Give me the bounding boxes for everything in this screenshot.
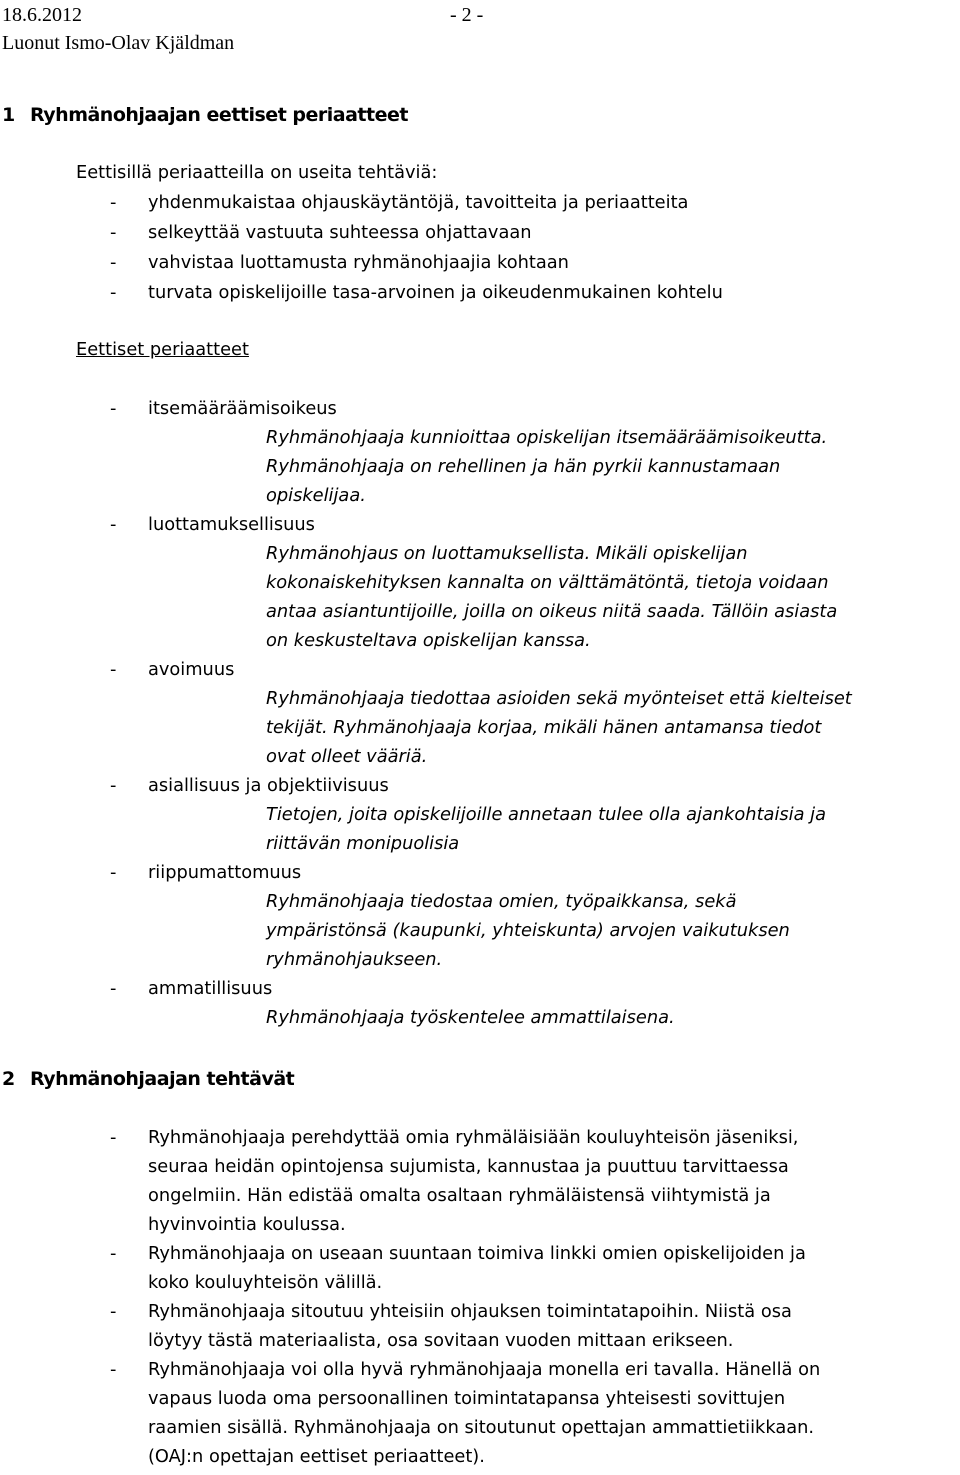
section-2-number: 2 [2,1068,15,1090]
principle-desc-line: opiskelijaa. [266,485,366,506]
principle-desc-line: Ryhmänohjaaja työskentelee ammattilaisena. [266,1007,675,1028]
principle-term: - luottamuksellisuus [110,514,315,535]
list-item: - Ryhmänohjaaja sitoutuu yhteisiin ohjauksen toimintatapoihin. Niistä osa löytyy tästä materiaalista, osa sovitaan vuoden mittaan erikseen. [110,1301,792,1351]
duty-line: löytyy tästä materiaalista, osa sovitaan vuoden mittaan erikseen. [148,1330,734,1351]
list-item: - Ryhmänohjaaja on useaan suuntaan toimiva linkki omien opiskelijoiden ja koko kouluyhteisön välillä. [110,1243,806,1293]
list-item: - yhdenmukaistaa ohjauskäytäntöjä, tavoitteita ja periaatteita [110,192,689,213]
principles-heading: Eettiset periaatteet [76,339,249,360]
principle-desc-line: Ryhmänohjaaja tiedottaa asioiden sekä myönteiset että kielteiset [266,688,852,709]
principle-desc-line: Ryhmänohjaus on luottamuksellista. Mikäli opiskelijan [266,543,748,564]
duty-line: Ryhmänohjaaja voi olla hyvä ryhmänohjaaja monella eri tavalla. Hänellä on [148,1359,821,1380]
principle-desc-line: antaa asiantuntijoille, joilla on oikeus niitä saada. Tällöin asiasta [266,601,838,622]
duties-list [0,1127,960,1475]
duty-line: raamien sisällä. Ryhmänohjaaja on sitoutunut opettajan ammattietiikkaan. [148,1417,815,1438]
section-1-number: 1 [2,104,15,126]
principle-term: - ammatillisuus [110,978,273,999]
principle-desc-line: ovat olleet vääriä. [266,746,428,767]
principle-term: - itsemääräämisoikeus [110,398,337,419]
duty-line: seuraa heidän opintojensa sujumista, kannustaa ja puuttuu tarvittaessa [148,1156,789,1177]
principle-desc-line: Ryhmänohjaaja tiedostaa omien, työpaikkansa, sekä [266,891,737,912]
section-1-title: Ryhmänohjaajan eettiset periaatteet [30,104,408,126]
list-item: - Ryhmänohjaaja perehdyttää omia ryhmäläisiään kouluyhteisön jäseniksi, seuraa heidän opintojensa sujumista, kannustaa ja puuttuu tarvittaessa ongelmiin. Hän edistää omalta osaltaan ryhmäläistensä viihtymistä ja hyvinvointia koulussa. [110,1127,799,1235]
duty-line: ongelmiin. Hän edistää omalta osaltaan ryhmäläistensä viihtymistä ja [148,1185,771,1206]
list-item: - turvata opiskelijoille tasa-arvoinen ja oikeudenmukainen kohtelu [110,282,723,303]
duty-line: vapaus luoda oma persoonallinen toimintatapansa yhteisesti sovittujen [148,1388,786,1409]
task-list [0,192,960,312]
principle-desc-line: riittävän monipuolisia [266,833,460,854]
principle-desc-line: Tietojen, joita opiskelijoille annetaan tulee olla ajankohtaisia ja [266,804,826,825]
duty-line: Ryhmänohjaaja perehdyttää omia ryhmäläisiään kouluyhteisön jäseniksi, [148,1127,799,1148]
principle-term: - riippumattomuus [110,862,302,883]
principle-term: - avoimuus [110,659,235,680]
duty-line: hyvinvointia koulussa. [148,1214,346,1235]
section-1-heading [2,104,408,126]
duty-line: (OAJ:n opettajan eettiset periaatteet). [148,1446,485,1467]
header-page-number: - 2 - [450,4,484,26]
list-item: - vahvistaa luottamusta ryhmänohjaajia kohtaan [110,252,569,273]
principle-desc-line: ympäristönsä (kaupunki, yhteiskunta) arvojen vaikutuksen [266,920,790,941]
principle-desc-line: on keskusteltava opiskelijan kanssa. [266,630,591,651]
header-author: Luonut Ismo-Olav Kjäldman [2,32,235,54]
duty-line: Ryhmänohjaaja on useaan suuntaan toimiva linkki omien opiskelijoiden ja [148,1243,806,1264]
principle-desc-line: Ryhmänohjaaja on rehellinen ja hän pyrkii kannustamaan [266,456,781,477]
principle-term: - asiallisuus ja objektiivisuus [110,775,389,796]
list-item: - Ryhmänohjaaja voi olla hyvä ryhmänohjaaja monella eri tavalla. Hänellä on vapaus luoda oma persoonallinen toimintatapansa yhteisesti sovittujen raamien sisällä. Ryhmänohjaaja on sitoutunut opettajan ammattietiikkaan. (OAJ:n opettajan eettiset periaatteet). [110,1359,821,1467]
principle-desc-line: kokonaiskehityksen kannalta on välttämätöntä, tietoja voidaan [266,572,829,593]
section-2-heading [2,1068,294,1090]
header-date: 18.6.2012 [2,4,82,26]
principle-desc-line: Ryhmänohjaaja kunnioittaa opiskelijan itsemääräämisoikeutta. [266,427,828,448]
principle-desc-line: ryhmänohjaukseen. [266,949,443,970]
section-1-intro: Eettisillä periaatteilla on useita tehtäviä: [76,162,438,183]
section-2-title: Ryhmänohjaajan tehtävät [30,1068,295,1090]
principles-list [0,398,960,1036]
duty-line: koko kouluyhteisön välillä. [148,1272,383,1293]
duty-line: Ryhmänohjaaja sitoutuu yhteisiin ohjauksen toimintatapoihin. Niistä osa [148,1301,792,1322]
list-item: - selkeyttää vastuuta suhteessa ohjattavaan [110,222,532,243]
principle-desc-line: tekijät. Ryhmänohjaaja korjaa, mikäli hänen antamansa tiedot [266,717,822,738]
